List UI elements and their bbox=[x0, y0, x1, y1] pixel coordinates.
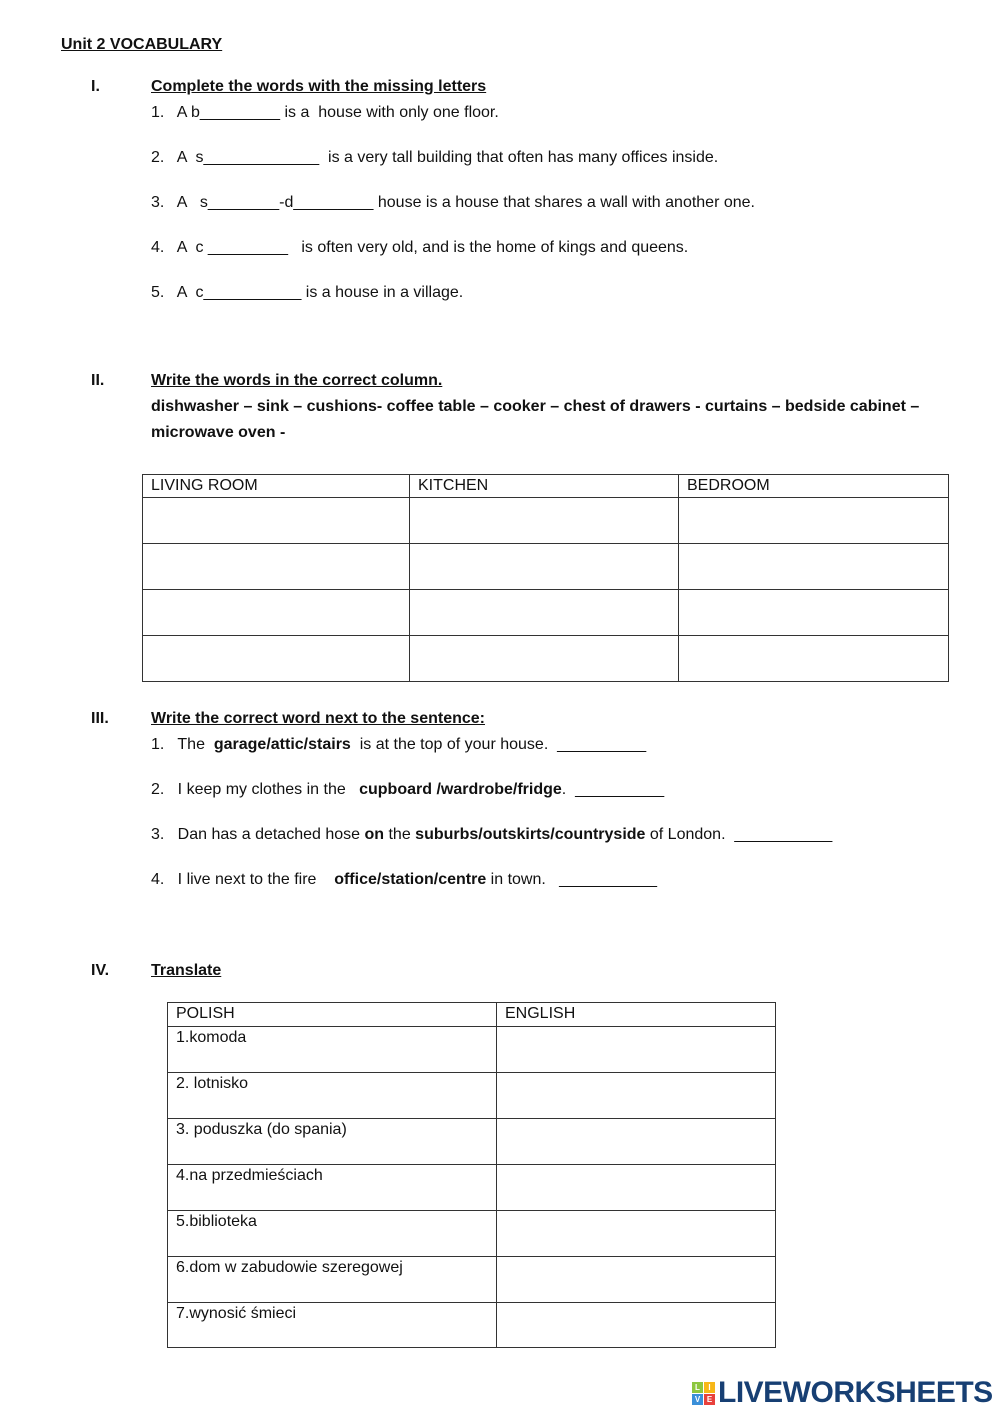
section-4-heading: Translate bbox=[151, 962, 222, 979]
polish-word: 2. lotnisko bbox=[168, 1073, 497, 1119]
polish-word: 6.dom w zabudowie szeregowej bbox=[168, 1257, 497, 1303]
answer-cell[interactable] bbox=[410, 590, 679, 636]
section-1-heading: Complete the words with the missing letters bbox=[151, 78, 487, 95]
answer-cell[interactable] bbox=[497, 1303, 776, 1348]
column-header: POLISH bbox=[168, 1003, 497, 1027]
exercise-item bbox=[151, 870, 657, 890]
answer-cell[interactable] bbox=[497, 1027, 776, 1073]
exercise-item: 2. A s_____________ is a very tall building that often has many offices inside. bbox=[151, 149, 719, 166]
word-bank: microwave oven - bbox=[151, 424, 286, 441]
options: suburbs/outskirts/countryside bbox=[415, 826, 646, 843]
logo-letter: V bbox=[692, 1394, 703, 1405]
answer-cell[interactable] bbox=[679, 498, 949, 544]
column-header: ENGLISH bbox=[497, 1003, 776, 1027]
column-header: KITCHEN bbox=[410, 475, 679, 498]
answer-cell[interactable] bbox=[143, 636, 410, 682]
options: on bbox=[364, 826, 385, 843]
answer-cell[interactable] bbox=[143, 544, 410, 590]
answer-cell[interactable] bbox=[497, 1073, 776, 1119]
polish-word: 4.na przedmieściach bbox=[168, 1165, 497, 1211]
text: . __________ bbox=[561, 781, 665, 798]
text: 4. I live next to the fire bbox=[151, 871, 335, 888]
answer-cell[interactable] bbox=[410, 636, 679, 682]
answer-cell[interactable] bbox=[679, 590, 949, 636]
logo-letter: L bbox=[692, 1382, 703, 1393]
text: in town. ___________ bbox=[486, 871, 658, 888]
exercise-item: 4. A c _________ is often very old, and is the home of kings and queens. bbox=[151, 239, 689, 256]
polish-word: 7.wynosić śmieci bbox=[168, 1303, 497, 1348]
text: 1. The bbox=[151, 736, 214, 753]
options: garage/attic/stairs bbox=[213, 736, 351, 753]
answer-cell[interactable] bbox=[143, 498, 410, 544]
word-bank: dishwasher – sink – cushions- coffee table – cooker – chest of drawers - curtains – bedside cabinet – bbox=[151, 398, 920, 415]
exercise-item bbox=[151, 780, 664, 800]
text: of London. ___________ bbox=[645, 826, 833, 843]
logo-letter: I bbox=[704, 1382, 715, 1393]
section-3-heading: Write the correct word next to the sentence: bbox=[151, 710, 485, 727]
answer-cell[interactable] bbox=[679, 544, 949, 590]
exercise-item bbox=[151, 825, 832, 845]
polish-word: 3. poduszka (do spania) bbox=[168, 1119, 497, 1165]
answer-cell[interactable] bbox=[497, 1257, 776, 1303]
column-header: BEDROOM bbox=[679, 475, 949, 498]
rooms-table bbox=[142, 474, 949, 682]
answer-cell[interactable] bbox=[410, 544, 679, 590]
answer-cell[interactable] bbox=[410, 498, 679, 544]
text: is at the top of your house. __________ bbox=[350, 736, 647, 753]
column-header: LIVING ROOM bbox=[143, 475, 410, 498]
section-3-number: III. bbox=[91, 710, 109, 727]
section-4-number: IV. bbox=[91, 962, 110, 979]
text: 2. I keep my clothes in the bbox=[151, 781, 360, 798]
answer-cell[interactable] bbox=[497, 1165, 776, 1211]
liveworksheets-logo bbox=[692, 1376, 993, 1410]
exercise-item: 5. A c___________ is a house in a village. bbox=[151, 284, 464, 301]
page-title: Unit 2 VOCABULARY bbox=[61, 36, 223, 53]
section-2-heading: Write the words in the correct column. bbox=[151, 372, 443, 389]
polish-word: 1.komoda bbox=[168, 1027, 497, 1073]
exercise-item: 3. A s________-d_________ house is a house that shares a wall with another one. bbox=[151, 194, 755, 211]
options: cupboard /wardrobe/fridge bbox=[359, 781, 562, 798]
section-2-number: II. bbox=[91, 372, 105, 389]
answer-cell[interactable] bbox=[497, 1119, 776, 1165]
exercise-item: 1. A b_________ is a house with only one floor. bbox=[151, 104, 499, 121]
logo-text: LIVEWORKSHEETS bbox=[718, 1376, 993, 1409]
answer-cell[interactable] bbox=[497, 1211, 776, 1257]
translate-table bbox=[167, 1002, 776, 1348]
logo-letter: E bbox=[704, 1394, 715, 1405]
polish-word: 5.biblioteka bbox=[168, 1211, 497, 1257]
text: 3. Dan has a detached hose bbox=[151, 826, 365, 843]
answer-cell[interactable] bbox=[143, 590, 410, 636]
exercise-item bbox=[151, 735, 646, 755]
text: the bbox=[384, 826, 416, 843]
logo-icon bbox=[692, 1382, 715, 1405]
section-1-number: I. bbox=[91, 78, 100, 95]
options: office/station/centre bbox=[334, 871, 487, 888]
answer-cell[interactable] bbox=[679, 636, 949, 682]
